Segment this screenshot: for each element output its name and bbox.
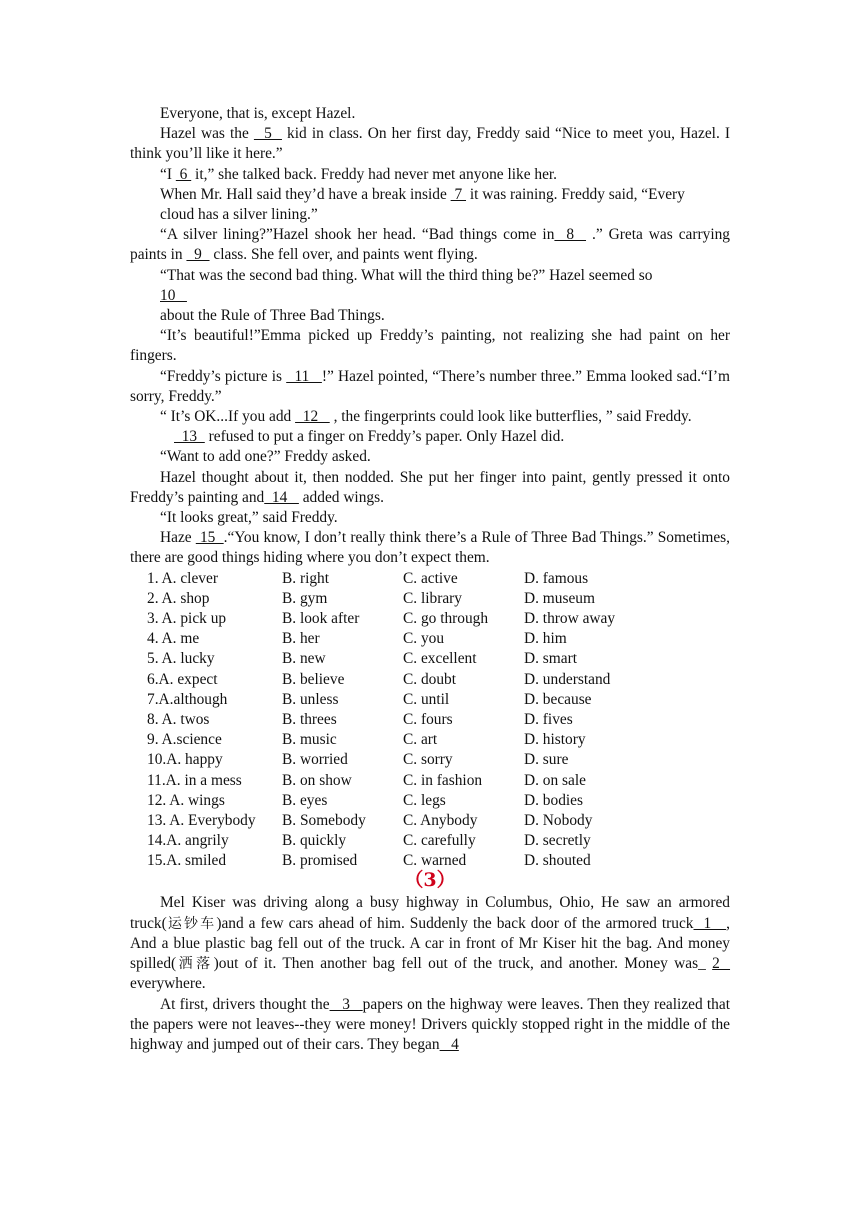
option-d: D. smart bbox=[524, 650, 578, 668]
option-a: 8. A. twos bbox=[147, 710, 210, 728]
text-run: “ It’s OK...If you add bbox=[160, 408, 296, 426]
chinese-gloss: 运钞车 bbox=[166, 915, 217, 932]
option-d: D. museum bbox=[524, 589, 595, 607]
text-run: “A silver lining?”Hazel shook her head. “Bad things come in bbox=[160, 226, 555, 244]
paragraph bbox=[130, 185, 730, 205]
option-d: D. bodies bbox=[524, 791, 583, 809]
option-row bbox=[147, 811, 730, 831]
option-b: B. eyes bbox=[282, 791, 328, 809]
option-b: B. on show bbox=[282, 771, 352, 789]
answer-blank: 12 bbox=[295, 408, 330, 426]
paragraph bbox=[130, 427, 730, 447]
option-b: B. worried bbox=[282, 751, 348, 769]
option-a: 12. A. wings bbox=[147, 791, 225, 809]
option-d: D. him bbox=[524, 630, 567, 648]
option-a: 7.A.although bbox=[147, 690, 228, 708]
paragraph bbox=[130, 104, 730, 124]
option-a: 5. A. lucky bbox=[147, 650, 215, 668]
option-c: C. fours bbox=[403, 710, 453, 728]
answer-blank: 5 bbox=[253, 125, 282, 143]
option-b: B. gym bbox=[282, 589, 328, 607]
paragraph bbox=[130, 286, 730, 306]
option-d: D. on sale bbox=[524, 771, 586, 789]
text-run: At first, drivers thought the bbox=[160, 995, 330, 1013]
text-run: added wings. bbox=[298, 488, 384, 506]
text-run: !” Hazel pointed, “There’s number three.” Emma looked sad.“I’m sorry, Freddy.” bbox=[130, 367, 730, 405]
option-a: 2. A. shop bbox=[147, 589, 210, 607]
text-run: about the Rule of Three Bad Things. bbox=[160, 307, 385, 325]
text-run: Mel Kiser was driving along a busy highway in Columbus, Ohio, He saw an armored truck( bbox=[130, 894, 730, 932]
option-c: C. you bbox=[403, 630, 445, 648]
option-row bbox=[147, 771, 730, 791]
option-b: B. quickly bbox=[282, 832, 347, 850]
option-b: B. promised bbox=[282, 852, 358, 870]
option-a: 6.A. expect bbox=[147, 670, 218, 688]
option-c: C. warned bbox=[403, 852, 467, 870]
answer-blank: 4 bbox=[439, 1035, 459, 1053]
text-run: Everyone, that is, except Hazel. bbox=[160, 105, 356, 122]
answer-blank: 7 bbox=[450, 185, 467, 203]
option-row bbox=[147, 730, 730, 750]
option-b: B. look after bbox=[282, 610, 360, 628]
text-run: it,” she talked back. Freddy had never met anyone like her. bbox=[191, 165, 558, 183]
option-a: 10.A. happy bbox=[147, 751, 223, 769]
option-a: 3. A. pick up bbox=[147, 610, 227, 628]
paragraph bbox=[130, 306, 730, 326]
option-a: 1. A. clever bbox=[147, 569, 218, 587]
option-a: 4. A. me bbox=[147, 630, 200, 648]
option-a: 11.A. in a mess bbox=[147, 771, 242, 789]
text-run: Hazel was the bbox=[160, 125, 254, 143]
text-run: .“You know, I don’t really think there’s a Rule of Three Bad Things.” Sometimes, there are good things hiding where you don’t expect them. bbox=[130, 529, 730, 567]
text-run: kid in class. On her first day, Freddy said “Nice to meet you, Hazel. I think you’ll like it here.” bbox=[130, 125, 731, 163]
paragraph bbox=[130, 165, 730, 185]
option-c: C. library bbox=[403, 589, 462, 607]
answer-blank: 1 bbox=[693, 914, 727, 932]
option-d: D. famous bbox=[524, 569, 589, 587]
option-d: D. throw away bbox=[524, 610, 616, 628]
option-c: C. carefully bbox=[403, 832, 476, 850]
text-run: .” Greta was carrying paints in bbox=[130, 226, 730, 264]
text-run: Haze bbox=[160, 529, 196, 547]
option-d: D. sure bbox=[524, 751, 569, 769]
answer-blank: 11 bbox=[286, 367, 322, 385]
text-run: “Freddy’s picture is bbox=[160, 367, 287, 385]
passage-3-body bbox=[130, 893, 730, 1055]
answer-blank: 6 bbox=[175, 165, 192, 183]
paragraph bbox=[130, 508, 730, 528]
option-c: C. legs bbox=[403, 791, 446, 809]
text-run: “That was the second bad thing. What will the third thing be?” Hazel seemed so bbox=[160, 266, 653, 284]
option-b: B. right bbox=[282, 569, 330, 587]
answer-blank: 15 bbox=[195, 529, 224, 547]
paragraph bbox=[130, 468, 730, 508]
text-run: class. She fell over, and paints went flying. bbox=[209, 246, 478, 264]
option-row bbox=[147, 629, 730, 649]
option-c: C. doubt bbox=[403, 670, 457, 688]
option-c: C. go through bbox=[403, 610, 489, 628]
option-row bbox=[147, 569, 730, 589]
option-a: 15.A. smiled bbox=[147, 852, 227, 870]
text-run: “It’s beautiful!”Emma picked up Freddy’s painting, not realizing she had paint on her fingers. bbox=[130, 327, 730, 365]
paragraph bbox=[130, 124, 730, 164]
answer-blank: 3 bbox=[329, 995, 363, 1013]
option-b: B. new bbox=[282, 650, 326, 668]
option-a: 9. A.science bbox=[147, 731, 222, 749]
paragraph bbox=[130, 326, 730, 366]
option-c: C. in fashion bbox=[403, 771, 483, 789]
answer-blank: 14 bbox=[264, 488, 299, 506]
option-d: D. Nobody bbox=[524, 811, 593, 829]
option-row bbox=[147, 609, 730, 629]
text-run: )and a few cars ahead of him. Suddenly the back door of the armored truck bbox=[216, 914, 694, 932]
option-d: D. understand bbox=[524, 670, 611, 688]
option-b: B. music bbox=[282, 731, 337, 749]
option-b: B. threes bbox=[282, 710, 337, 728]
text-run: papers on the highway were leaves. Then they realized that the papers were not leaves--they were money! Drivers quickly stopped right in the middle of the highway and jumped out of their cars. They began bbox=[130, 995, 730, 1053]
option-c: C. sorry bbox=[403, 751, 453, 769]
option-b: B. believe bbox=[282, 670, 345, 688]
option-a: 13. A. Everybody bbox=[147, 811, 256, 829]
text-run: When Mr. Hall said they’d have a break inside bbox=[160, 185, 451, 203]
paragraph bbox=[130, 205, 730, 225]
text-run: , And a blue plastic bag fell out of the truck. A car in front of Mr Kiser hit the bag. And money spilled( bbox=[130, 914, 731, 973]
option-a: 14.A. angrily bbox=[147, 832, 229, 850]
answer-blank: 13 bbox=[174, 428, 205, 446]
option-row bbox=[147, 791, 730, 811]
paragraph bbox=[130, 407, 730, 427]
option-b: B. unless bbox=[282, 690, 339, 708]
paragraph bbox=[130, 225, 730, 265]
option-c: C. Anybody bbox=[403, 811, 478, 829]
text-run: Hazel thought about it, then nodded. She put her finger into paint, gently pressed it onto Freddy’s painting and bbox=[130, 468, 730, 506]
option-c: C. excellent bbox=[403, 650, 477, 668]
paragraph bbox=[130, 995, 730, 1056]
text-run: everywhere. bbox=[130, 975, 206, 993]
option-c: C. active bbox=[403, 569, 458, 587]
text-run: , the fingerprints could look like butterflies, ” said Freddy. bbox=[329, 408, 692, 426]
paragraph bbox=[130, 447, 730, 467]
text-run: “I bbox=[160, 165, 176, 183]
option-d: D. shouted bbox=[524, 852, 591, 870]
text-run: “It looks great,” said Freddy. bbox=[160, 509, 338, 527]
answer-blank: 10 bbox=[160, 286, 187, 304]
option-row bbox=[147, 750, 730, 770]
document-page bbox=[130, 104, 730, 1055]
text-run: it was raining. Freddy said, “Every bbox=[466, 185, 685, 203]
option-c: C. art bbox=[403, 731, 438, 749]
paragraph bbox=[130, 266, 730, 286]
option-d: D. secretly bbox=[524, 832, 591, 850]
option-b: B. Somebody bbox=[282, 811, 366, 829]
option-c: C. until bbox=[403, 690, 450, 708]
option-b: B. her bbox=[282, 630, 320, 648]
option-row bbox=[147, 690, 730, 710]
answer-blank: 2 bbox=[712, 955, 731, 973]
option-row bbox=[147, 649, 730, 669]
option-d: D. fives bbox=[524, 710, 573, 728]
text-run: “Want to add one?” Freddy asked. bbox=[160, 448, 371, 466]
paragraph bbox=[130, 528, 730, 568]
option-row bbox=[147, 831, 730, 851]
text-run: )out of it. Then another bag fell out of the truck, and another. Money was_ bbox=[213, 955, 713, 973]
answer-blank: 9 bbox=[186, 246, 210, 264]
answer-blank: 8 bbox=[554, 226, 587, 244]
section-heading: （3） bbox=[404, 869, 456, 892]
passage-2-body bbox=[130, 104, 730, 569]
option-row bbox=[147, 589, 730, 609]
text-run: refused to put a finger on Freddy’s paper. Only Hazel did. bbox=[204, 428, 565, 446]
option-d: D. history bbox=[524, 731, 586, 749]
option-row bbox=[147, 710, 730, 730]
paragraph bbox=[130, 893, 730, 994]
chinese-gloss: 洒落 bbox=[176, 956, 214, 973]
options-list bbox=[130, 569, 730, 872]
text-run: cloud has a silver lining.” bbox=[160, 206, 318, 224]
paragraph bbox=[130, 367, 730, 407]
option-row bbox=[147, 670, 730, 690]
option-d: D. because bbox=[524, 690, 592, 708]
